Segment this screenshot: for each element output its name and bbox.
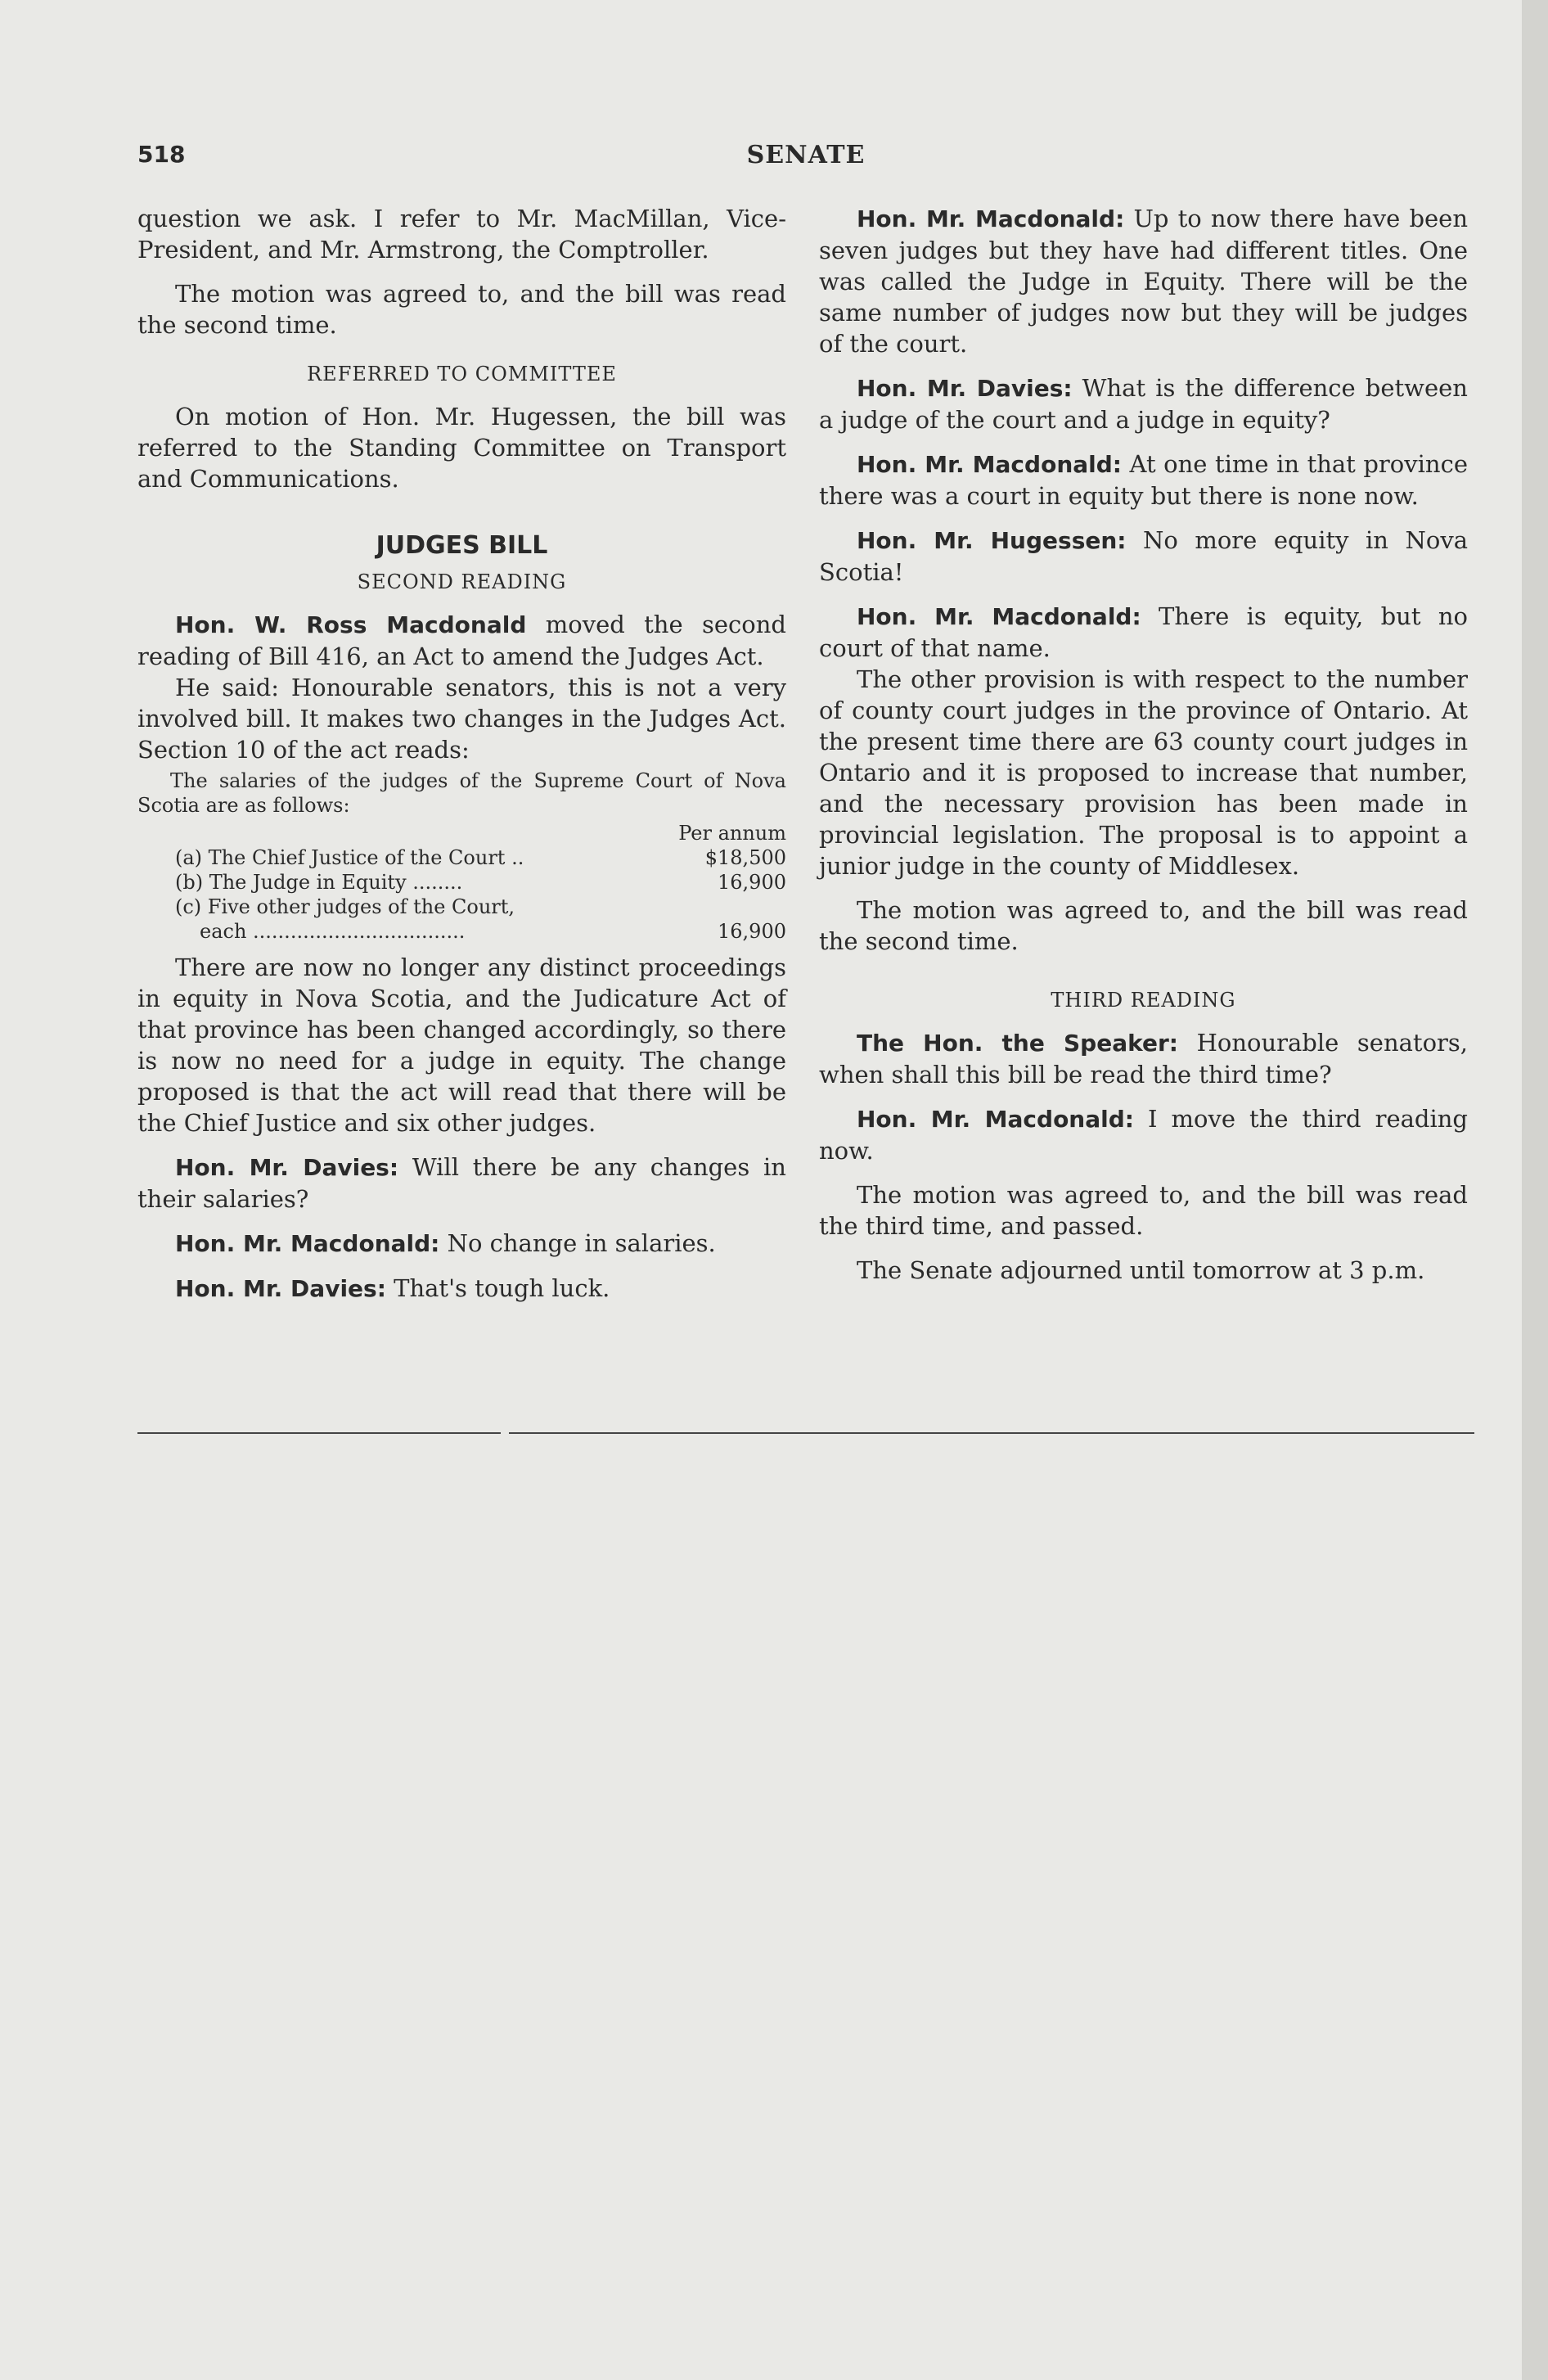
speech-paragraph: [819, 1103, 1468, 1166]
table-row: [137, 919, 786, 944]
speech-text: At one time in that province there was a court in equity but there is none now.: [819, 450, 1468, 510]
speaker-name: Hon. Mr. Macdonald:: [857, 205, 1125, 232]
table-row: [137, 845, 786, 870]
speech-text: No change in salaries.: [439, 1229, 716, 1257]
section-heading-referred: REFERRED TO COMMITTEE: [307, 363, 617, 385]
speech-paragraph: [819, 601, 1468, 664]
speaker-name: Hon. Mr. Davies:: [175, 1154, 399, 1181]
section-heading-judges-bill: JUDGES BILL: [376, 531, 548, 560]
table-value: 16,900: [718, 871, 786, 894]
table-row: [137, 895, 786, 919]
speech-text: Honourable senators, when shall this bill be read the third time?: [819, 1029, 1468, 1089]
paragraph: The motion was agreed to, and the bill was read the second time.: [137, 280, 786, 339]
left-column: [137, 203, 786, 1318]
speech-text: I move the third reading now.: [819, 1105, 1468, 1165]
paragraph: On motion of Hon. Mr. Hugessen, the bill was referred to the Standing Committee on Transport and Communications.: [137, 403, 786, 493]
speech-text: No more equity in Nova Scotia!: [819, 526, 1468, 586]
speech-text: Will there be any changes in their salaries?: [137, 1153, 786, 1213]
table-header-row: [137, 821, 786, 845]
speaker-name: The Hon. the Speaker:: [857, 1030, 1178, 1057]
speech-paragraph: [137, 1152, 786, 1215]
speech-text: Up to now there have been seven judges but they have had different titles. One was called the Judge in Equity. There will be the same number of judges now but they will be judges of the court.: [819, 205, 1469, 358]
page-header: [137, 141, 1474, 174]
rule-right: [509, 1432, 1474, 1434]
right-column: [819, 203, 1468, 1299]
paragraph: There are now no longer any distinct proceedings in equity in Nova Scotia, and the Judicature Act of that province has been changed accordingly, so there is now no need for a judge in equity. The change proposed is that the act will read that there will be the Chief Justice and six other judges.: [137, 953, 786, 1137]
bottom-rule: [137, 1432, 1474, 1436]
speech-paragraph: [819, 1027, 1468, 1090]
speaker-name: Hon. Mr. Macdonald:: [857, 451, 1122, 478]
speech-text: moved the second reading of Bill 416, an Act to amend the Judges Act.: [137, 611, 786, 670]
table-label: (b) The Judge in Equity ........: [175, 871, 463, 894]
page-edge: [1522, 0, 1548, 2380]
speaker-name: Hon. Mr. Macdonald:: [857, 603, 1141, 630]
paragraph: The other provision is with respect to the number of county court judges in the province of Ontario. At the present time there are 63 county court judges in Ontario and it is proposed to increase that number, and the necessary provision has been made in provincial legislation. The proposal is to appoint a junior judge in the county of Middlesex.: [819, 665, 1468, 880]
speech-paragraph: [137, 1273, 786, 1305]
speech-paragraph: [819, 449, 1468, 512]
running-head: SENATE: [746, 141, 866, 169]
paragraph: He said: Honourable senators, this is not a very involved bill. It makes two changes in the Judges Act. Section 10 of the act reads:: [137, 674, 786, 764]
paragraph: The Senate adjourned until tomorrow at 3 p.m.: [857, 1256, 1425, 1284]
table-header-per-annum: Per annum: [678, 822, 786, 845]
section-heading-second-reading: SECOND READING: [357, 570, 567, 593]
table-label: (c) Five other judges of the Court,: [175, 895, 515, 918]
paragraph: question we ask. I refer to Mr. MacMillan, Vice-President, and Mr. Armstrong, the Comptroller.: [137, 205, 786, 264]
table-value: 16,900: [718, 920, 786, 943]
speaker-name: Hon. Mr. Macdonald:: [175, 1230, 440, 1257]
speaker-name: Hon. Mr. Davies:: [857, 375, 1073, 402]
speaker-name: Hon. Mr. Davies:: [175, 1275, 386, 1302]
speech-paragraph: [137, 609, 786, 672]
speech-paragraph: [819, 372, 1468, 435]
speech-text: That's tough luck.: [385, 1274, 610, 1302]
table-row: [137, 870, 786, 895]
salary-table: [137, 821, 786, 944]
speech-paragraph: [819, 203, 1468, 359]
speech-text: There is equity, but no court of that name.: [819, 602, 1469, 662]
table-label: each ..................................: [200, 920, 466, 943]
table-value: $18,500: [704, 846, 786, 869]
speaker-name: Hon. Mr. Macdonald:: [857, 1106, 1134, 1133]
table-label: (a) The Chief Justice of the Court ..: [175, 846, 524, 869]
rule-left: [137, 1432, 501, 1434]
speaker-name: Hon. Mr. Hugessen:: [857, 527, 1127, 554]
paragraph: The motion was agreed to, and the bill was read the second time.: [819, 896, 1468, 955]
speech-paragraph: [137, 1228, 786, 1260]
section-heading-third-reading: THIRD READING: [1051, 989, 1236, 1012]
speech-paragraph: [819, 525, 1468, 588]
page-number: 518: [137, 141, 186, 168]
paragraph: The motion was agreed to, and the bill was read the third time, and passed.: [819, 1181, 1468, 1240]
speech-text: What is the difference between a judge of the court and a judge in equity?: [819, 374, 1468, 434]
quoted-text: The salaries of the judges of the Supreme Court of Nova Scotia are as follows:: [137, 769, 786, 817]
speaker-name: Hon. W. Ross Macdonald: [175, 611, 527, 638]
